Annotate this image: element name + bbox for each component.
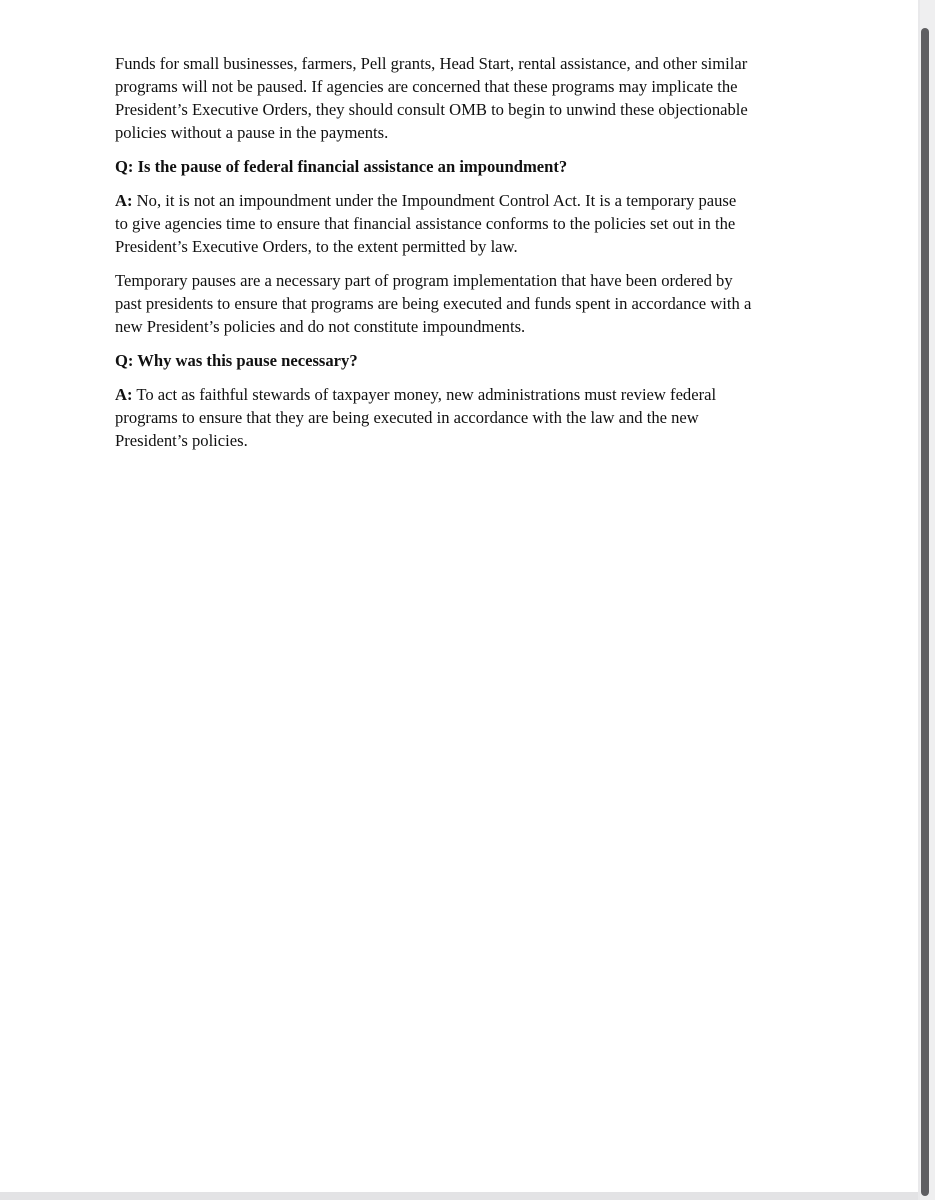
question-heading-1 bbox=[115, 155, 828, 178]
text-line: Temporary pauses are a necessary part of program implementation that have been ordered by bbox=[115, 271, 733, 290]
text-line: President’s policies. bbox=[115, 431, 248, 450]
question-text: Q: Why was this pause necessary? bbox=[115, 351, 358, 370]
page-bottom-edge bbox=[0, 1192, 918, 1200]
text-line: Funds for small businesses, farmers, Pell grants, Head Start, rental assistance, and other similar bbox=[115, 54, 748, 73]
answer-paragraph-1 bbox=[115, 189, 828, 258]
text-line: policies without a pause in the payments. bbox=[115, 123, 389, 142]
text-line: new President’s policies and do not constitute impoundments. bbox=[115, 317, 526, 336]
intro-paragraph bbox=[115, 52, 828, 144]
text-line bbox=[115, 189, 828, 212]
answer-text: No, it is not an impoundment under the Impoundment Control Act. It is a temporary pause bbox=[132, 191, 737, 210]
answer-text: To act as faithful stewards of taxpayer money, new administrations must review federal bbox=[132, 385, 717, 404]
question-text: Q: Is the pause of federal financial assistance an impoundment? bbox=[115, 157, 568, 176]
scrollbar-thumb[interactable] bbox=[921, 28, 929, 1196]
text-line: programs to ensure that they are being executed in accordance with the law and the new bbox=[115, 408, 699, 427]
text-line bbox=[115, 383, 828, 406]
question-heading-2 bbox=[115, 349, 828, 372]
text-line: to give agencies time to ensure that financial assistance conforms to the policies set out in the bbox=[115, 214, 736, 233]
text-line: President’s Executive Orders, they should consult OMB to begin to unwind these objectionable bbox=[115, 100, 748, 119]
answer-label: A: bbox=[115, 385, 133, 404]
answer-label: A: bbox=[115, 191, 133, 210]
text-line: past presidents to ensure that programs are being executed and funds spent in accordance with a bbox=[115, 294, 752, 313]
body-paragraph-2 bbox=[115, 269, 828, 338]
text-line: programs will not be paused. If agencies are concerned that these programs may implicate the bbox=[115, 77, 738, 96]
text-line: President’s Executive Orders, to the extent permitted by law. bbox=[115, 237, 518, 256]
answer-paragraph-2 bbox=[115, 383, 828, 452]
